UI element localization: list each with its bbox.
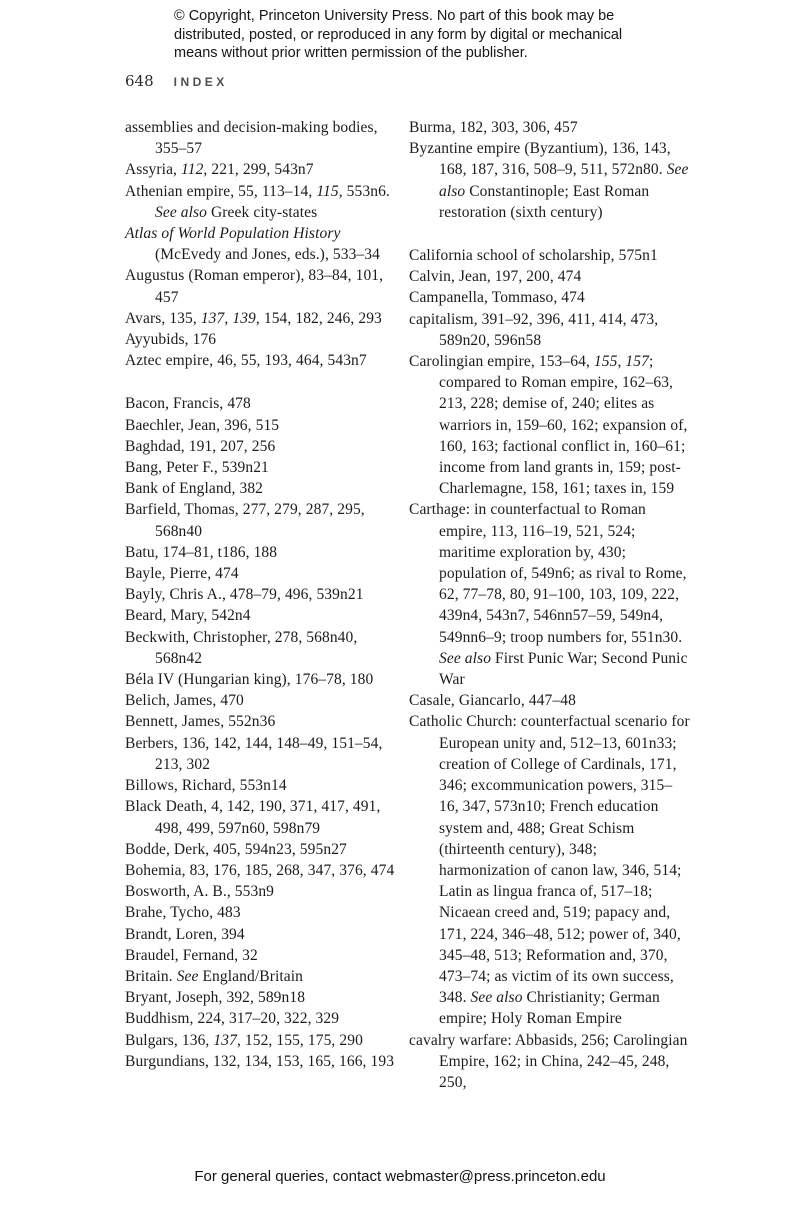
copyright-notice: © Copyright, Princeton University Press. No part of this book may be distributed, posted, or reproduced in any form by digital or mechanical means without prior written permission of the publisher. — [174, 8, 623, 61]
index-entry: Brahe, Tycho, 483 — [125, 904, 241, 922]
index-entry: Calvin, Jean, 197, 200, 474 — [409, 268, 582, 286]
index-entry: Bacon, Francis, 478 — [125, 395, 251, 413]
index-column-right — [409, 117, 690, 1093]
page-number: 648 — [125, 72, 154, 90]
index-entry: Catholic Church: counterfactual scenario for European unity and, 512–13, 601n33; creation of College of Cardinals, 171, 346; excommunication powers, 315–16, 347, 573n10; French education system and, 488; Great Schism (thirteenth century), 348; harmonization of canon law, 346, 514; Latin as lingua franca of, 517–18; Nicaean creed and, 519; papacy and, 171, 224, 346–48, 512; power of, 340, 345–48, 513; Reformation and, 370, 473–74; as victim of its own success, 348. See also Christianity; German empire; Holy Roman Empire — [409, 713, 690, 1028]
index-entry: Bosworth, A. B., 553n9 — [125, 883, 275, 901]
group-gap — [125, 371, 396, 393]
index-entry: California school of scholarship, 575n1 — [409, 247, 658, 265]
index-entry: Beckwith, Christopher, 278, 568n40, 568n42 — [125, 628, 358, 667]
footer-contact-line: For general queries, contact webmaster@press.princeton.edu — [194, 1168, 606, 1185]
index-entry: Bohemia, 83, 176, 185, 268, 347, 376, 474 — [125, 861, 395, 879]
index-entry: Burma, 182, 303, 306, 457 — [409, 119, 578, 136]
index-entry: Bodde, Derk, 405, 594n23, 595n27 — [125, 840, 347, 858]
index-entry: Britain. See England/Britain — [125, 967, 303, 985]
index-entry: Baghdad, 191, 207, 256 — [125, 437, 276, 455]
index-entry: Assyria, 112, 221, 299, 543n7 — [125, 161, 314, 179]
index-entry: Carolingian empire, 153–64, 155, 157; compared to Roman empire, 162–63, 213, 228; demise of, 240; elites as warriors in, 159–60, 162; expansion of, 160, 163; factional conflict in, 160–61; income from land grants in, 159; post-Charlemagne, 158, 161; taxes in, 159 — [409, 353, 688, 498]
index-entry: assemblies and decision-making bodies, 355–57 — [125, 119, 378, 158]
index-entry: Brandt, Loren, 394 — [125, 925, 245, 943]
index-entry: Baechler, Jean, 396, 515 — [125, 416, 280, 434]
index-entry: Atlas of World Population History (McEvedy and Jones, eds.), 533–34 — [125, 225, 380, 264]
index-entry: Billows, Richard, 553n14 — [125, 777, 287, 795]
index-entry: Braudel, Fernand, 32 — [125, 946, 258, 964]
index-entry: Barfield, Thomas, 277, 279, 287, 295, 568n40 — [125, 501, 365, 540]
index-entry: Belich, James, 470 — [125, 692, 244, 710]
index-entry: Athenian empire, 55, 113–14, 115, 553n6. See also Greek city-states — [125, 182, 390, 221]
index-entry: Bryant, Joseph, 392, 589n18 — [125, 989, 306, 1007]
running-head — [125, 72, 228, 90]
index-entry: Béla IV (Hungarian king), 176–78, 180 — [125, 671, 374, 689]
index-entry: Casale, Giancarlo, 447–48 — [409, 692, 576, 710]
index-entry: Aztec empire, 46, 55, 193, 464, 543n7 — [125, 352, 367, 370]
index-entry: Burgundians, 132, 134, 153, 165, 166, 193 — [125, 1052, 395, 1070]
index-entry: Augustus (Roman emperor), 83–84, 101, 457 — [125, 267, 384, 306]
index-entry: cavalry warfare: Abbasids, 256; Carolingian Empire, 162; in China, 242–45, 248, 250, — [409, 1031, 688, 1091]
index-entry: Bayly, Chris A., 478–79, 496, 539n21 — [125, 586, 364, 604]
index-column-left — [125, 117, 396, 1093]
index-entry: Bayle, Pierre, 474 — [125, 565, 239, 583]
index-entry: Avars, 135, 137, 139, 154, 182, 246, 293 — [125, 309, 382, 327]
index-entry: Ayyubids, 176 — [125, 331, 217, 349]
index-entry: Byzantine empire (Byzantium), 136, 143, 168, 187, 316, 508–9, 511, 572n80. See also Constantinople; East Roman restoration (sixth century) — [409, 140, 689, 221]
index-entry: Campanella, Tommaso, 474 — [409, 289, 585, 307]
index-entry: capitalism, 391–92, 396, 411, 414, 473, 589n20, 596n58 — [409, 310, 659, 349]
index-entry: Berbers, 136, 142, 144, 148–49, 151–54, 213, 302 — [125, 734, 383, 773]
index-entry: Carthage: in counterfactual to Roman empire, 113, 116–19, 521, 524; maritime exploration by, 430; population of, 549n6; as rival to Rome, 62, 77–78, 80, 91–100, 103, 109, 222, 439n4, 543n7, 546nn57–59, 549n4, 549nn6–9; troop numbers for, 551n30. See also First Punic War; Second Punic War — [409, 501, 688, 689]
index-entry: Bennett, James, 552n36 — [125, 713, 276, 731]
group-gap — [409, 223, 690, 245]
index-entry: Batu, 174–81, t186, 188 — [125, 543, 278, 561]
index-entry: Buddhism, 224, 317–20, 322, 329 — [125, 1010, 340, 1028]
index-entry: Bank of England, 382 — [125, 480, 264, 498]
index-entry: Beard, Mary, 542n4 — [125, 607, 251, 625]
section-title: INDEX — [173, 75, 228, 89]
index-entry: Black Death, 4, 142, 190, 371, 417, 491, 498, 499, 597n60, 598n79 — [125, 798, 381, 837]
index-entry: Bulgars, 136, 137, 152, 155, 175, 290 — [125, 1031, 363, 1049]
index-entry: Bang, Peter F., 539n21 — [125, 459, 269, 477]
index-columns — [125, 117, 690, 1093]
